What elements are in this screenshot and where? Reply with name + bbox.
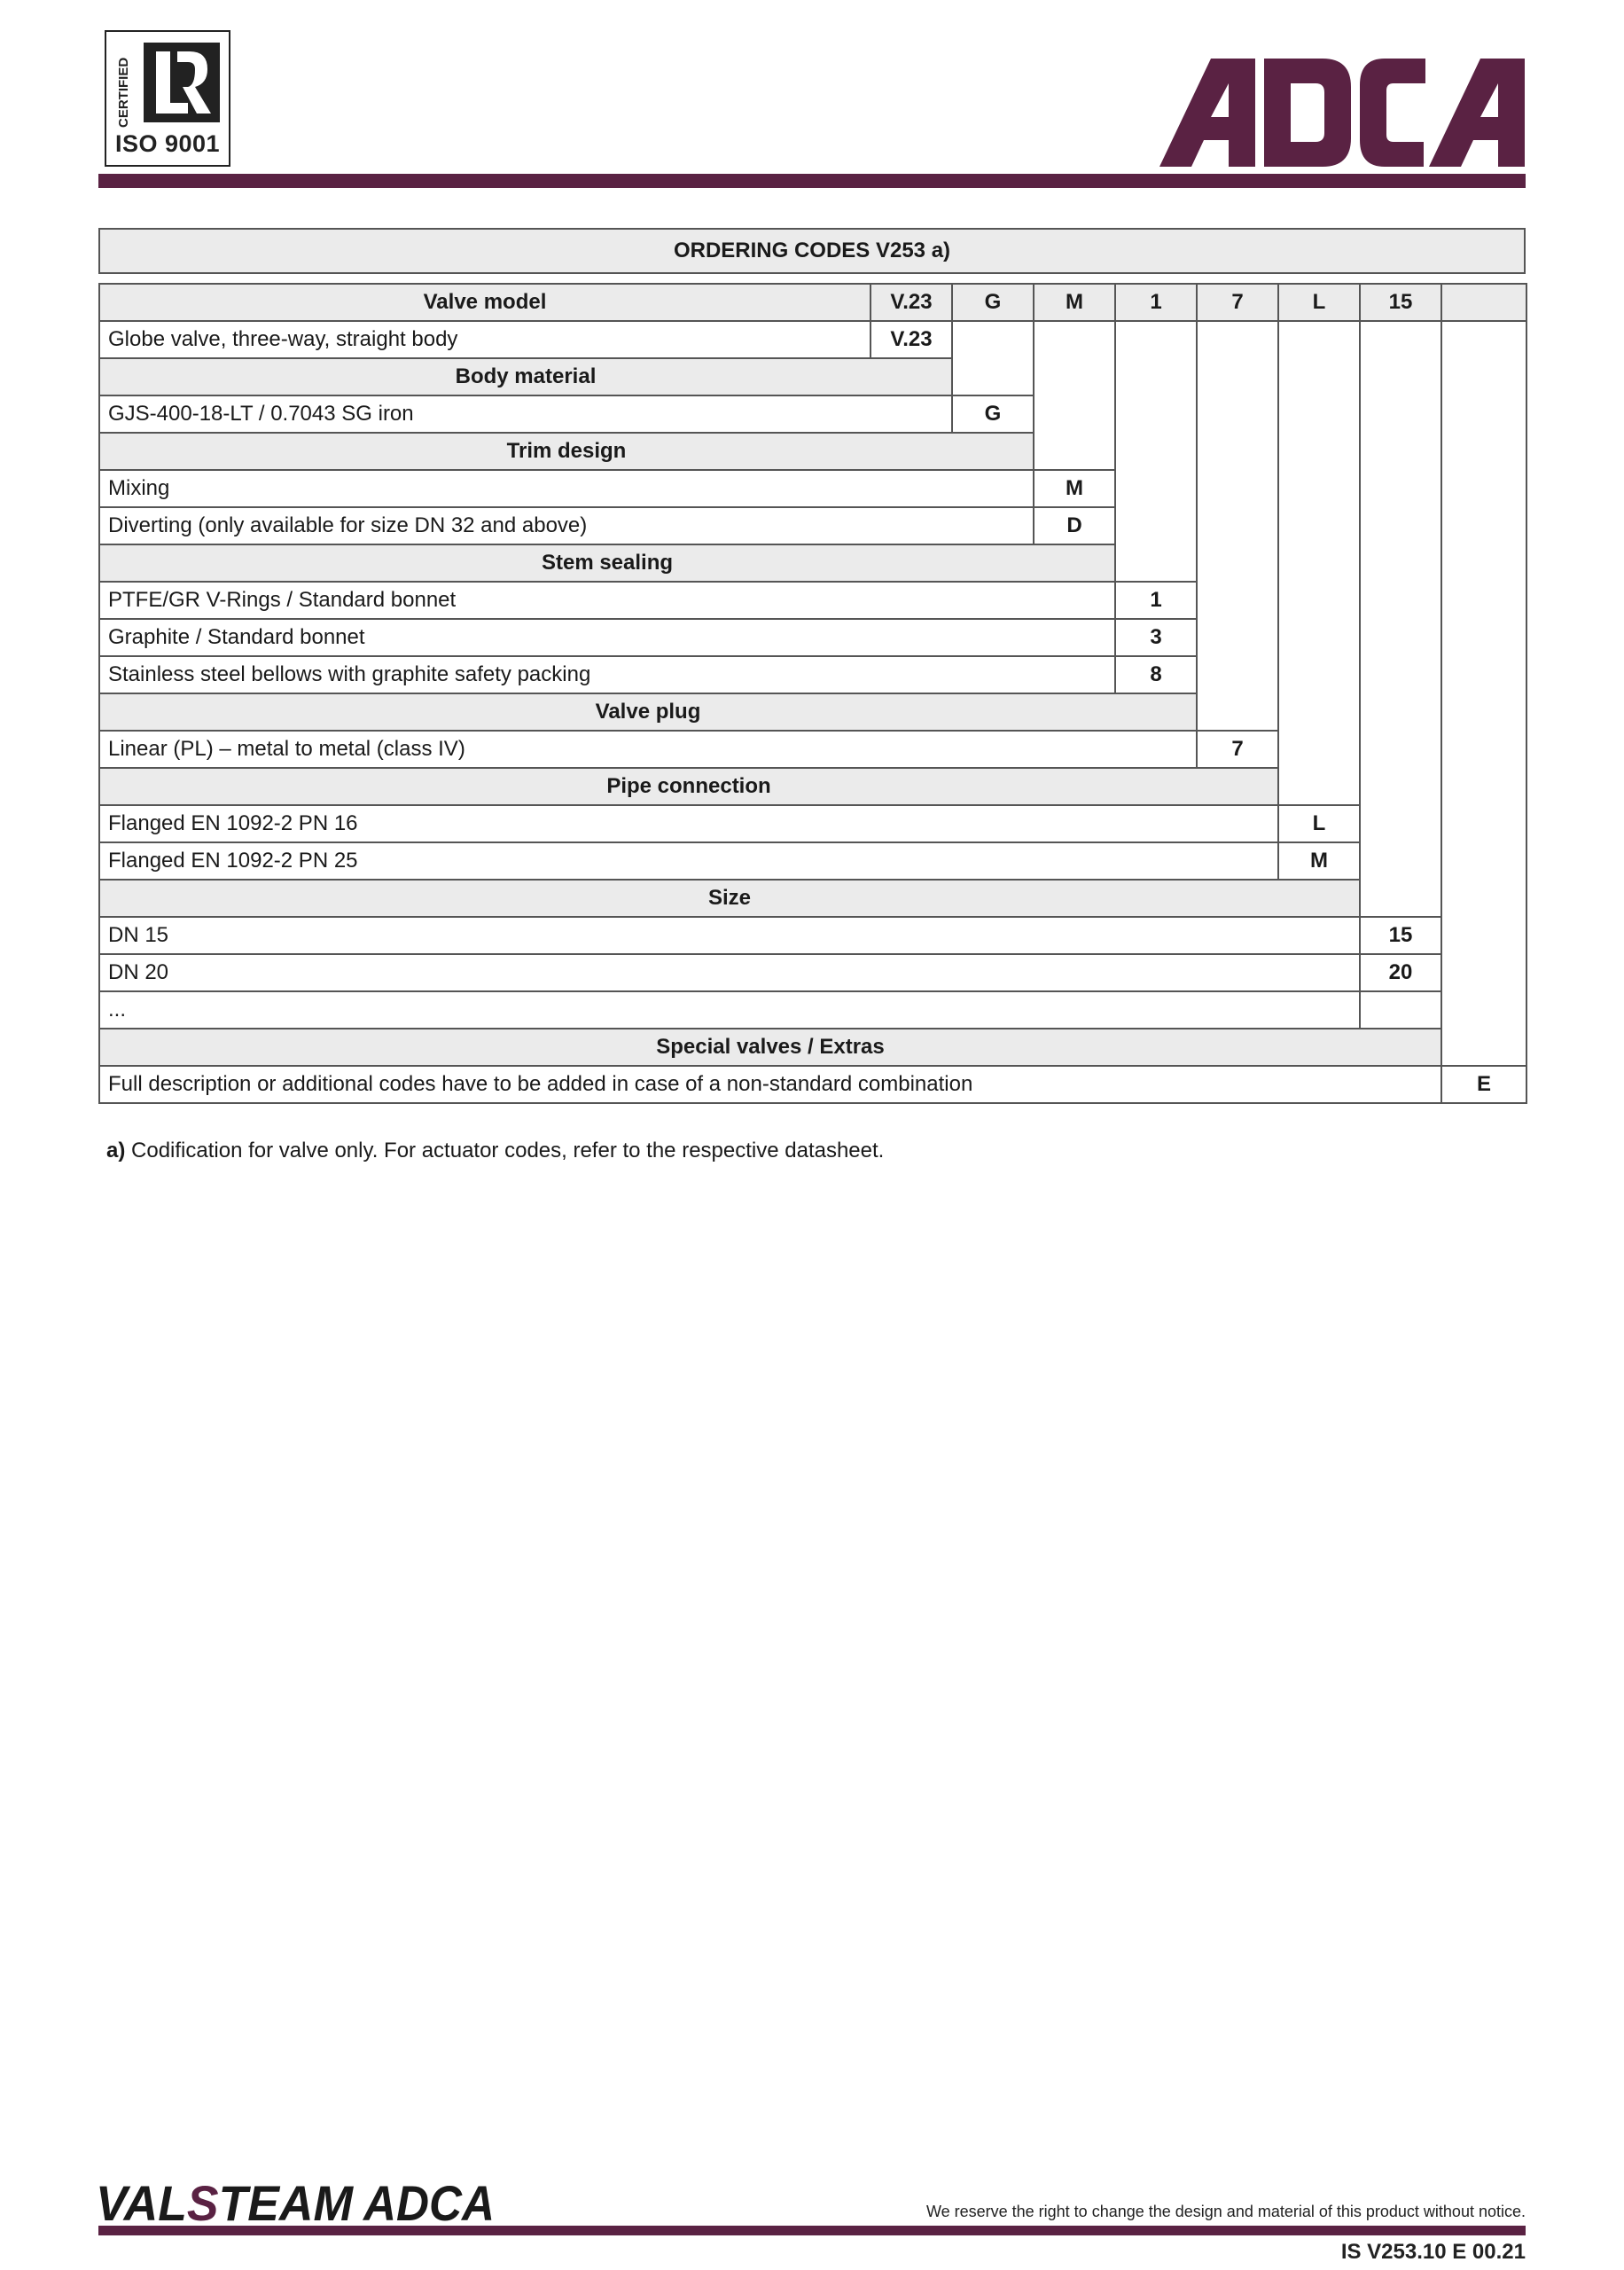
spacer-size xyxy=(1360,321,1441,917)
size-label: DN 20 xyxy=(99,954,1360,991)
valve-plug-code: 7 xyxy=(1197,731,1278,768)
table-row xyxy=(99,321,1526,358)
header-code-body: G xyxy=(952,284,1034,321)
ordering-codes-table xyxy=(98,283,1527,1104)
stem-sealing-label: Graphite / Standard bonnet xyxy=(99,619,1115,656)
table-row xyxy=(99,954,1526,991)
stem-sealing-code: 1 xyxy=(1115,582,1197,619)
valve-plug-label: Linear (PL) – metal to metal (class IV) xyxy=(99,731,1197,768)
valsteam-s-text: S xyxy=(186,2175,221,2226)
table-row xyxy=(99,805,1526,842)
spacer-plug xyxy=(1197,321,1278,731)
lr-mark-icon xyxy=(144,43,220,122)
stem-sealing-header: Stem sealing xyxy=(99,544,1115,582)
size-label: DN 15 xyxy=(99,917,1360,954)
valsteam-team-text: TEAM xyxy=(218,2175,360,2226)
certified-vertical-text xyxy=(108,43,135,131)
header-code-stem: 1 xyxy=(1115,284,1197,321)
spacer-stem xyxy=(1115,321,1197,582)
size-header: Size xyxy=(99,880,1360,917)
body-material-header: Body material xyxy=(99,358,952,395)
model-code: V.23 xyxy=(871,321,952,358)
header-code-size: 15 xyxy=(1360,284,1441,321)
size-code: 15 xyxy=(1360,917,1441,954)
stem-sealing-code: 3 xyxy=(1115,619,1197,656)
iso-standard-label: ISO 9001 xyxy=(114,130,221,157)
section-header-row xyxy=(99,880,1526,917)
table-row xyxy=(99,1066,1526,1103)
stem-sealing-label: Stainless steel bellows with graphite safety packing xyxy=(99,656,1115,693)
table-header-row xyxy=(99,284,1526,321)
table-title: ORDERING CODES V253 a) xyxy=(98,228,1526,274)
pipe-connection-label: Flanged EN 1092-2 PN 25 xyxy=(99,842,1278,880)
header-code-pipe: L xyxy=(1278,284,1360,321)
header-code-plug: 7 xyxy=(1197,284,1278,321)
header-code-extras xyxy=(1441,284,1526,321)
header-divider-bar xyxy=(98,174,1526,188)
size-label: ... xyxy=(99,991,1360,1029)
stem-sealing-label: PTFE/GR V-Rings / Standard bonnet xyxy=(99,582,1115,619)
trim-design-code: D xyxy=(1034,507,1115,544)
pipe-connection-label: Flanged EN 1092-2 PN 16 xyxy=(99,805,1278,842)
table-row xyxy=(99,991,1526,1029)
extras-code: E xyxy=(1441,1066,1526,1103)
adca-brand-logo xyxy=(1159,59,1525,167)
extras-label: Full description or additional codes have to be added in case of a non-standard combination xyxy=(99,1066,1441,1103)
svg-text:VALSTEAM xyxy=(96,2175,360,2226)
pipe-connection-code: L xyxy=(1278,805,1360,842)
spacer-trim xyxy=(1034,321,1115,470)
extras-header: Special valves / Extras xyxy=(99,1029,1441,1066)
iso-9001-certified-logo xyxy=(105,30,230,167)
trim-design-code: M xyxy=(1034,470,1115,507)
table-footnote xyxy=(106,1139,884,1163)
pipe-connection-header: Pipe connection xyxy=(99,768,1278,805)
footer-notice: We reserve the right to change the design and material of this product without notice. xyxy=(925,2203,1526,2220)
valve-model-header: Valve model xyxy=(99,284,871,321)
document-code: IS V253.10 E 00.21 xyxy=(1340,2240,1526,2264)
trim-design-header: Trim design xyxy=(99,433,1034,470)
body-material-code: G xyxy=(952,395,1034,433)
footer-divider-bar xyxy=(98,2226,1526,2235)
size-code xyxy=(1360,991,1441,1029)
table-row xyxy=(99,842,1526,880)
footnote-marker: a) xyxy=(106,1139,126,1162)
valsteam-adca-brand-logo xyxy=(96,2174,496,2226)
size-code: 20 xyxy=(1360,954,1441,991)
spacer-pipe xyxy=(1278,321,1360,805)
header-code-trim: M xyxy=(1034,284,1115,321)
spacer-extras xyxy=(1441,321,1526,1066)
table-row xyxy=(99,917,1526,954)
model-label: Globe valve, three-way, straight body xyxy=(99,321,871,358)
trim-design-label: Diverting (only available for size DN 32 and above) xyxy=(99,507,1034,544)
body-material-label: GJS-400-18-LT / 0.7043 SG iron xyxy=(99,395,952,433)
svg-text:CERTIFIED: CERTIFIED xyxy=(116,57,131,128)
footnote-text: Codification for valve only. For actuator codes, refer to the respective datasheet. xyxy=(125,1139,885,1162)
header-code-model: V.23 xyxy=(871,284,952,321)
section-header-row xyxy=(99,1029,1526,1066)
trim-design-label: Mixing xyxy=(99,470,1034,507)
footer-adca-text: ADCA xyxy=(362,2175,495,2226)
stem-sealing-code: 8 xyxy=(1115,656,1197,693)
spacer-body xyxy=(952,321,1034,395)
valve-plug-header: Valve plug xyxy=(99,693,1197,731)
valsteam-val-text: VAL xyxy=(96,2175,191,2226)
pipe-connection-code: M xyxy=(1278,842,1360,880)
